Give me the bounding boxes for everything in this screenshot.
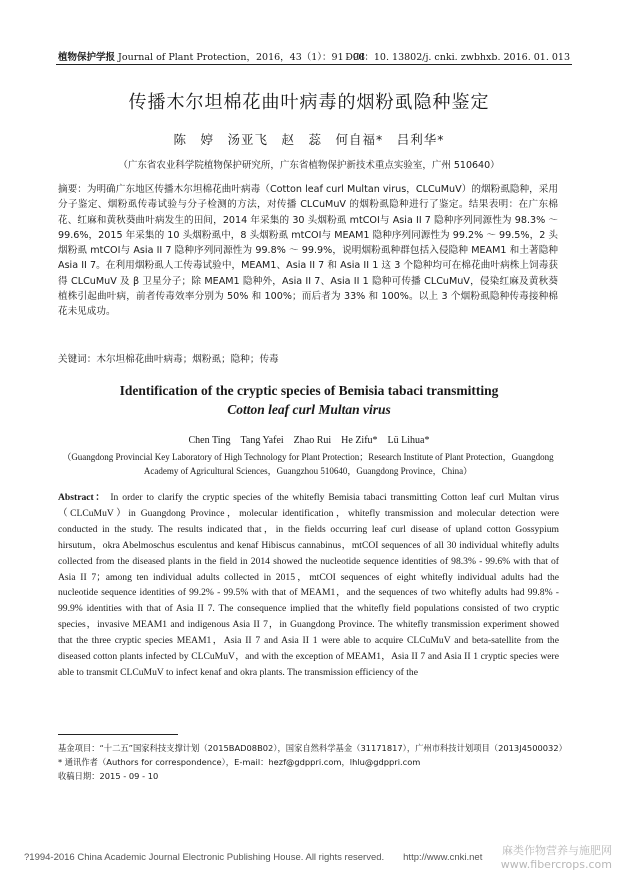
paper-title-en	[0, 381, 618, 419]
abstract-cn-text: 为明确广东地区传播木尔坦棉花曲叶病毒（Cotton leaf curl Multan virus，CLCuMuV）的烟粉虱隐种，采用分子鉴定、烟粉虱传毒试验与分子检测的方法，对传播 CLCuMuV 的烟粉虱隐种进行了鉴定。结果表明：在广东棉花、红麻和黄秋葵曲叶病发生的田间，2014 年采集的 30 头烟粉虱 mtCOI与 Asia II 7 隐种序列同源性为 98.3% ～ 99.6%，2015 年采集的 10 头烟粉虱中，8 头烟粉虱 mtCOI与 MEAM1 隐种序列同源性为 99.2% ～ 99.5%，2 头烟粉虱 mtCOI与 Asia II 7 隐种序列同源性为 99.8% ～ 99.9%，说明烟粉虱种群包括入侵隐种 MEAM1 和土著隐种 Asia II 7。在利用烟粉虱人工传毒试验中，MEAM1、Asia II 7 和 Asia II 1 这 3 个隐种均可在棉花曲叶病株上饲毒获得 CLCuMuV 及 β 卫星分子；除 MEAM1 隐种外，Asia II 7、Asia II 1 隐种可传播 CLCuMuV，侵染红麻及黄秋葵植株引起曲叶病，前者传毒效率分别为 50% 和 100%；而后者为 33% 和 100%。以上 3 个烟粉虱隐种传毒接种棉花未见成功。	[58, 184, 558, 318]
doi[interactable]: DOI：10. 13802/j. cnki. zwbhxb. 2016. 01. 013	[345, 52, 570, 63]
affiliation-en: （Guangdong Provincial Key Laboratory of High Technology for Plant Protection；Research Institute of Plant Protection，Guangdong Academy of Agricultural Sciences，Guangzhou 510640，Guangdong Province，China）	[62, 452, 554, 476]
keywords-cn	[58, 351, 558, 365]
authors-cn: 陈 婷 汤亚飞 赵 蕊 何自福* 吕利华*	[173, 132, 445, 147]
abstract-en-label: Abstract：	[58, 492, 107, 503]
copyright-line: ?1994-2016 China Academic Journal Electronic Publishing House. All rights reserved. http://www.cnki.net	[24, 852, 483, 863]
watermark	[501, 842, 612, 871]
journal-name-en: Journal of Plant Protection	[118, 52, 247, 63]
keywords-cn-label: 关键词：	[58, 354, 97, 365]
paper-title-en-line2: Cotton leaf curl Multan virus	[227, 402, 391, 417]
watermark-line2: www.fibercrops.com	[500, 858, 612, 871]
abstract-en-text: In order to clarify the cryptic species of the whitefly Bemisia tabaci transmitting Cotton leaf curl Multan virus（CLCuMuV）in Guangdong Province，molecular identification，whitefly transmission and molecular detection were conducted in the study. The results indicated that，in the fields occurring leaf curl disease of upland cotton Gossypium hirsutum，okra Abelmoschus esculentus and kenaf Hibiscus cannabinus，mtCOI sequences of all 30 individual whitefly adults collected from the diseased plants in the field in 2014 showed the nucleotide sequence identities of 98.3% - 99.6% with that of Asia II 7；among ten individual adults collected in 2015，mtCOI sequences of eight whitefly individual adults had the nucleotide sequence identities of 99.2% - 99.5% with that of MEAM1，and the sequences of two whitefly adults had 99.8% - 99.9% identities with that of Asia II 7. The consequence implied that the whitefly field populations consisted of two cryptic species，invasive MEAM1 and indigenous Asia II 7，in Guangdong Province. The whitefly transmission experiment showed that the three cryptic species MEAM1，Asia II 7 and Asia II 1 were able to acquire CLCuMuV and beta-satellite from the diseased cotton plants infected by CLCuMuV，and with the exception of MEAM1，Asia II 7 and Asia II 1 cryptic species were able to transmit CLCuMuV to infect kenaf and okra plants. The transmission efficiency of the	[58, 492, 559, 678]
affiliation-cn: （广东省农业科学院植物保护研究所，广东省植物保护新技术重点实验室，广州 510640）	[118, 160, 500, 171]
watermark-line1: 麻类作物营养与施肥网	[502, 844, 612, 857]
footnote-fund: 基金项目：“十二五”国家科技支撑计划（2015BAD08B02），国家自然科学基金（31171817），广州市科技计划项目（2013J4500032）	[58, 743, 567, 753]
footnote-divider	[58, 734, 178, 735]
abstract-cn-label: 摘要：	[58, 184, 87, 195]
keywords-cn-text: 木尔坦棉花曲叶病毒；烟粉虱；隐种；传毒	[96, 354, 279, 365]
running-header-journal	[58, 49, 365, 63]
footnote-received: 收稿日期：2015 - 09 - 10	[58, 771, 159, 781]
abstract-en	[58, 490, 559, 681]
footnotes	[58, 741, 578, 783]
abstract-cn	[58, 182, 558, 320]
header-divider	[56, 64, 572, 65]
journal-name-cn: 植物保护学报	[58, 52, 116, 63]
journal-issue: ，2016，43（1）：91 - 98	[246, 52, 365, 63]
authors-en: Chen Ting Tang Yafei Zhao Rui He Zifu* Lü Lihua*	[188, 435, 430, 446]
footnote-correspondence: * 通讯作者（Authors for correspondence），E-mail：hezf@gdppri.com，lhlu@gdppri.com	[58, 757, 421, 767]
paper-title-cn: 传播木尔坦棉花曲叶病毒的烟粉虱隐种鉴定	[128, 92, 490, 113]
paper-title-en-line1: Identification of the cryptic species of Bemisia tabaci transmitting	[119, 383, 499, 398]
